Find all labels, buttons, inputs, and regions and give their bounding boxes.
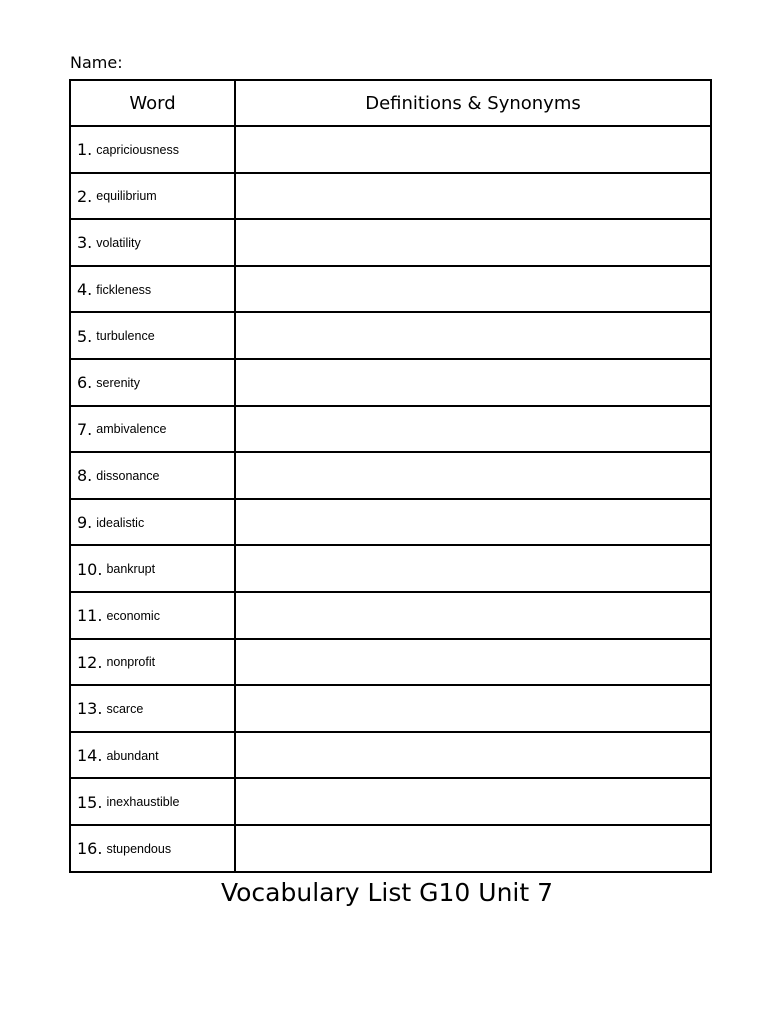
table-row xyxy=(70,499,711,546)
row-number: 16. xyxy=(77,839,103,859)
table-row xyxy=(70,452,711,499)
row-number: 6. xyxy=(77,373,93,393)
definition-cell[interactable] xyxy=(235,126,711,173)
word-cell xyxy=(70,312,235,359)
row-number: 4. xyxy=(77,280,93,300)
vocab-word: bankrupt xyxy=(106,562,156,577)
document-title: Vocabulary List G10 Unit 7 xyxy=(220,878,554,907)
word-cell xyxy=(70,126,235,173)
table-row xyxy=(70,219,711,266)
definition-cell[interactable] xyxy=(235,173,711,220)
word-cell xyxy=(70,359,235,406)
table-row xyxy=(70,266,711,313)
definitions-column-header: Definitions & Synonyms xyxy=(235,80,711,126)
table-row xyxy=(70,685,711,732)
row-number: 15. xyxy=(77,792,103,812)
definition-cell[interactable] xyxy=(235,312,711,359)
word-cell xyxy=(70,545,235,592)
vocab-word: abundant xyxy=(106,748,159,763)
vocab-word: economic xyxy=(106,608,160,623)
table-row xyxy=(70,173,711,220)
word-cell xyxy=(70,499,235,546)
row-number: 5. xyxy=(77,326,93,346)
name-label: Name: xyxy=(70,53,123,72)
word-cell xyxy=(70,732,235,779)
definition-cell[interactable] xyxy=(235,639,711,686)
definition-cell[interactable] xyxy=(235,778,711,825)
vocab-word: dissonance xyxy=(96,468,160,483)
vocab-word: turbulence xyxy=(96,329,155,344)
table-row xyxy=(70,778,711,825)
table-row xyxy=(70,545,711,592)
definition-cell[interactable] xyxy=(235,825,711,872)
definition-cell[interactable] xyxy=(235,266,711,313)
word-cell xyxy=(70,266,235,313)
definition-cell[interactable] xyxy=(235,359,711,406)
row-number: 12. xyxy=(77,652,103,672)
table-row xyxy=(70,639,711,686)
word-cell xyxy=(70,406,235,453)
row-number: 14. xyxy=(77,746,103,766)
vocab-word: serenity xyxy=(96,375,141,390)
row-number: 13. xyxy=(77,699,103,719)
vocab-word: stupendous xyxy=(106,841,172,856)
row-number: 11. xyxy=(77,606,103,626)
definition-cell[interactable] xyxy=(235,452,711,499)
row-number: 8. xyxy=(77,466,93,486)
vocab-word: equilibrium xyxy=(96,189,157,204)
table-header-row xyxy=(70,80,711,126)
word-column-header: Word xyxy=(70,80,235,126)
table-row xyxy=(70,825,711,872)
row-number: 2. xyxy=(77,186,93,206)
table-row xyxy=(70,312,711,359)
row-number: 10. xyxy=(77,559,103,579)
vocabulary-table xyxy=(69,79,712,873)
word-cell xyxy=(70,825,235,872)
vocab-word: volatility xyxy=(96,235,141,250)
word-cell xyxy=(70,778,235,825)
definition-cell[interactable] xyxy=(235,219,711,266)
vocab-word: capriciousness xyxy=(96,142,179,157)
word-cell xyxy=(70,219,235,266)
definition-cell[interactable] xyxy=(235,545,711,592)
table-row xyxy=(70,592,711,639)
word-cell xyxy=(70,592,235,639)
vocab-word: inexhaustible xyxy=(106,795,180,810)
row-number: 9. xyxy=(77,513,93,533)
vocab-word: fickleness xyxy=(96,282,152,297)
vocab-word: scarce xyxy=(106,701,144,716)
word-cell xyxy=(70,452,235,499)
definition-cell[interactable] xyxy=(235,592,711,639)
vocab-word: nonprofit xyxy=(106,655,156,670)
table-row xyxy=(70,126,711,173)
word-cell xyxy=(70,685,235,732)
vocab-word: idealistic xyxy=(96,515,145,530)
definition-cell[interactable] xyxy=(235,406,711,453)
word-cell xyxy=(70,639,235,686)
definition-cell[interactable] xyxy=(235,732,711,779)
table-row xyxy=(70,732,711,779)
word-cell xyxy=(70,173,235,220)
definition-cell[interactable] xyxy=(235,499,711,546)
vocab-word: ambivalence xyxy=(96,422,167,437)
row-number: 1. xyxy=(77,140,93,160)
definition-cell[interactable] xyxy=(235,685,711,732)
table-row xyxy=(70,359,711,406)
row-number: 7. xyxy=(77,419,93,439)
row-number: 3. xyxy=(77,233,93,253)
table-row xyxy=(70,406,711,453)
